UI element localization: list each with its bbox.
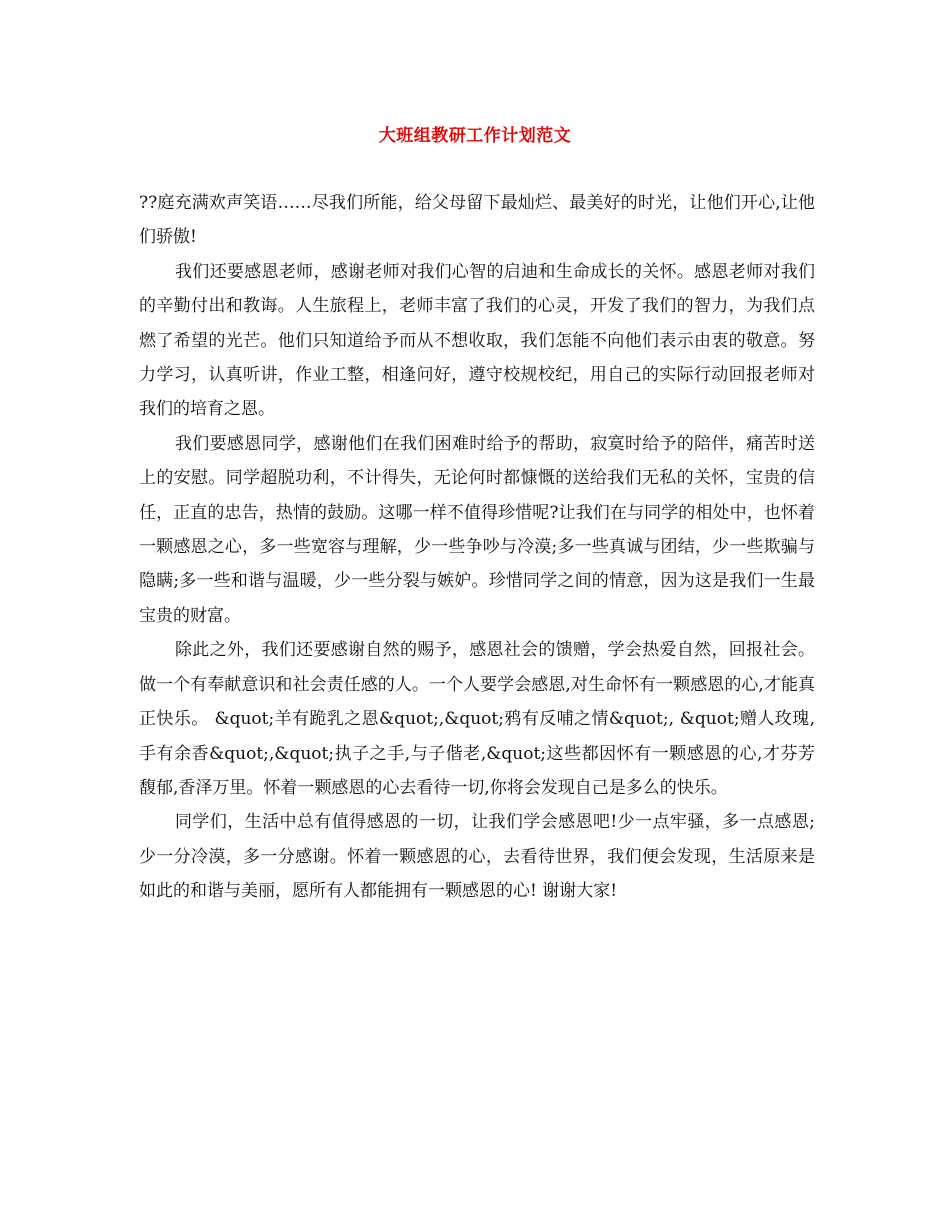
paragraph-1: ??庭充满欢声笑语……尽我们所能，给父母留下最灿烂、最美好的时光，让他们开心,让他们骄傲!: [139, 193, 815, 248]
paragraph-2: 我们还要感恩老师，感谢老师对我们心智的启迪和生命成长的关怀。感恩老师对我们的辛勤付出和教诲。人生旅程上，老师丰富了我们的心灵，开发了我们的智力，为我们点燃了希望的光芒。他们只知道给予而从不想收取，我们怎能不向他们表示由衷的敬意。努力学习，认真听讲，作业工整，相逢问好，遵守校规校纪，用自己的实际行动回报老师对我们的培育之恩。: [139, 261, 815, 420]
paragraph-3: 我们要感恩同学，感谢他们在我们困难时给予的帮助，寂寞时给予的陪伴，痛苦时送上的安慰。同学超脱功利，不计得失，无论何时都慷慨的送给我们无私的关怀，宝贵的信任，正直的忠告，热情的鼓励。这哪一样不值得珍惜呢?让我们在与同学的相处中，也怀着一颗感恩之心，多一些宽容与理解，少一些争吵与冷漠;多一些真诚与团结，少一些欺骗与隐瞒;多一些和谐与温暖，少一些分裂与嫉妒。珍惜同学之间的情意，因为这是我们一生最宝贵的财富。: [139, 433, 815, 626]
document-body: [139, 186, 815, 909]
paragraph-5: 同学们，生活中总有值得感恩的一切，让我们学会感恩吧!少一点牢骚，多一点感恩;少一分冷漠，多一分感谢。怀着一颗感恩的心，去看待世界，我们便会发现，生活原来是如此的和谐与美丽，愿所有人都能拥有一颗感恩的心! 谢谢大家!: [139, 812, 815, 902]
document-title: 大班组教研工作计划范文: [378, 126, 572, 146]
paragraph-4: 除此之外，我们还要感谢自然的赐予，感恩社会的馈赠，学会热爱自然，回报社会。做一个有奉献意识和社会责任感的人。一个人要学会感恩,对生命怀有一颗感恩的心,才能真正快乐。 &quot;羊有跪乳之恩&quot;,&quot;鸦有反哺之情&quot;, &quot;赠人玫瑰,手有余香&quot;,&quot;执子之手,与子偕老,&quot;这些都因怀有一颗感恩的心,才芬芳馥郁,香泽万里。怀着一颗感恩的心去看待一切,你将会发现自己是多么的快乐。: [139, 640, 815, 798]
